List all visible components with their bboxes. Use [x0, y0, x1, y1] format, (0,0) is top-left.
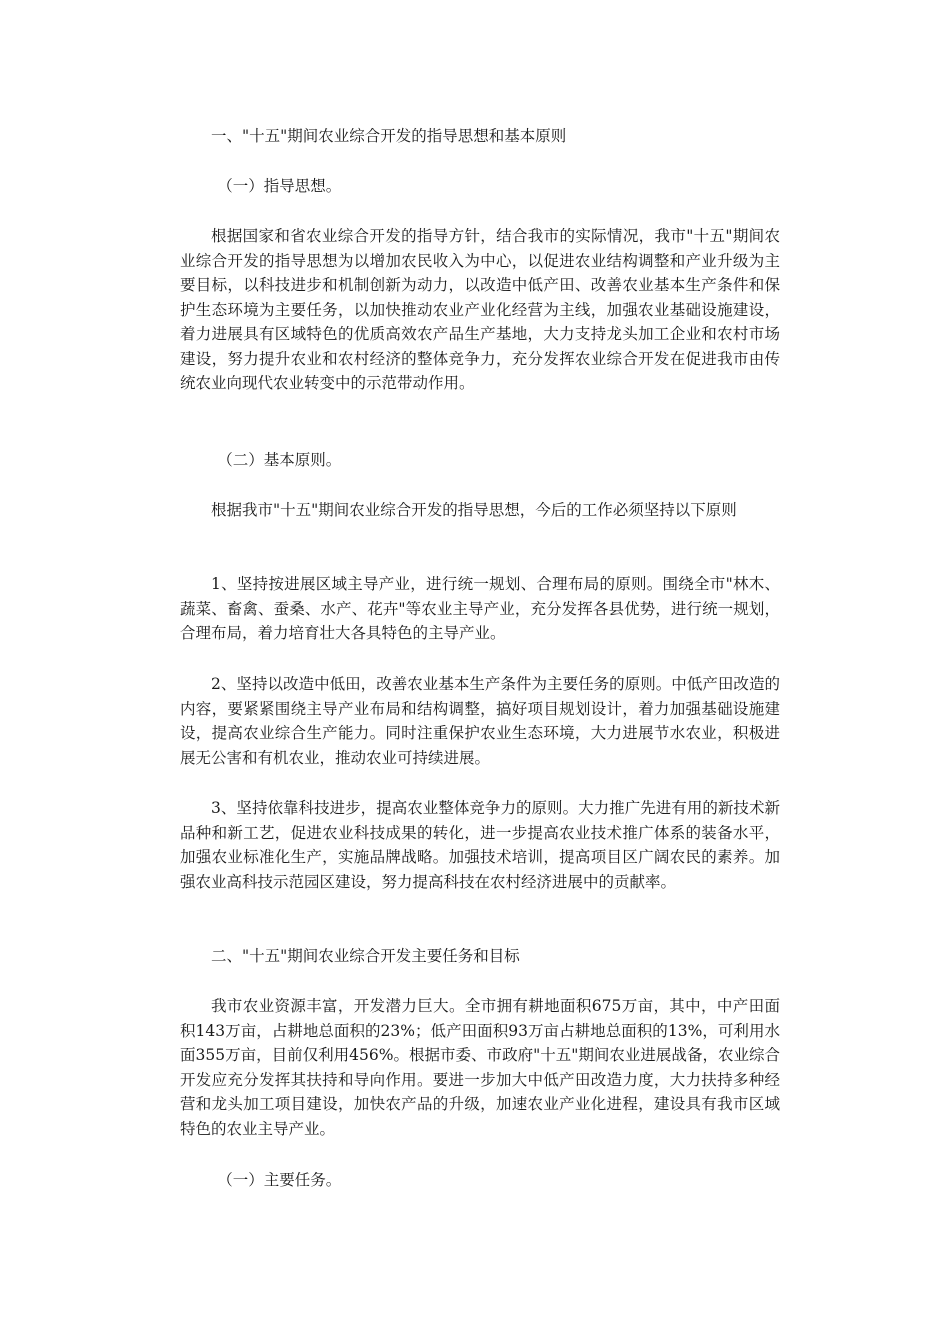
paragraph-principles-intro: 根据我市"十五"期间农业综合开发的指导思想，今后的工作必须坚持以下原则	[211, 501, 737, 519]
paragraph-principle-1: 1、坚持按进展区域主导产业，进行统一规划、合理布局的原则。围绕全市"林木、蔬菜、畜禽、蚕桑、水产、花卉"等农业主导产业，充分发挥各县优势，进行统一规划，合理布局，着力培育壮大各具特色的主导产业。	[180, 575, 780, 642]
paragraph-principle-3: 3、坚持依靠科技进步，提高农业整体竞争力的原则。大力推广先进有用的新技术新品种和新工艺，促进农业科技成果的转化，进一步提高农业技术推广体系的装备水平，加强农业标准化生产，实施品牌战略。加强技术培训，提高项目区广阔农民的素养。加强农业高科技示范园区建设，努力提高科技在农村经济进展中的贡献率。	[180, 799, 780, 891]
section-heading-1: 一、"十五"期间农业综合开发的指导思想和基本原则	[211, 127, 567, 145]
section-heading-2: 二、"十五"期间农业综合开发主要任务和目标	[211, 947, 520, 965]
paragraph-principle-2: 2、坚持以改造中低田，改善农业基本生产条件为主要任务的原则。中低产田改造的内容，要紧紧围绕主导产业布局和结构调整，搞好项目规划设计，着力加强基础设施建设，提高农业综合生产能力。同时注重保护农业生态环境，大力进展节水农业，积极进展无公害和有机农业，推动农业可持续进展。	[180, 675, 780, 767]
paragraph-guiding-ideology: 根据国家和省农业综合开发的指导方针，结合我市的实际情况，我市"十五"期间农业综合开发的指导思想为以增加农民收入为中心，以促进农业结构调整和产业升级为主要目标，以科技进步和机制创新为动力，以改造中低产田、改善农业基本生产条件和保护生态环境为主要任务，以加快推动农业产业化经营为主线，加强农业基础设施建设，着力进展具有区域特色的优质高效农产品生产基地，大力支持龙头加工企业和农村市场建设，努力提升农业和农村经济的整体竞争力，充分发挥农业综合开发在促进我市由传统农业向现代农业转变中的示范带动作用。	[180, 227, 780, 392]
subheading-basic-principles: （二）基本原则。	[217, 451, 342, 469]
paragraph-resources: 我市农业资源丰富，开发潜力巨大。全市拥有耕地面积675万亩，其中，中产田面积143万亩，占耕地总面积的23%；低产田面积93万亩占耕地总面积的13%，可利用水面355万亩，目前仅利用456%。根据市委、市政府"十五"期间农业进展战备，农业综合开发应充分发挥其扶持和导向作用。要进一步加大中低产田改造力度，大力扶持多种经营和龙头加工项目建设，加快农产品的升级，加速农业产业化进程，建设具有我市区域特色的农业主导产业。	[180, 997, 780, 1138]
subheading-main-tasks: （一）主要任务。	[217, 1171, 342, 1189]
subheading-guiding-ideology: （一）指导思想。	[217, 177, 342, 195]
